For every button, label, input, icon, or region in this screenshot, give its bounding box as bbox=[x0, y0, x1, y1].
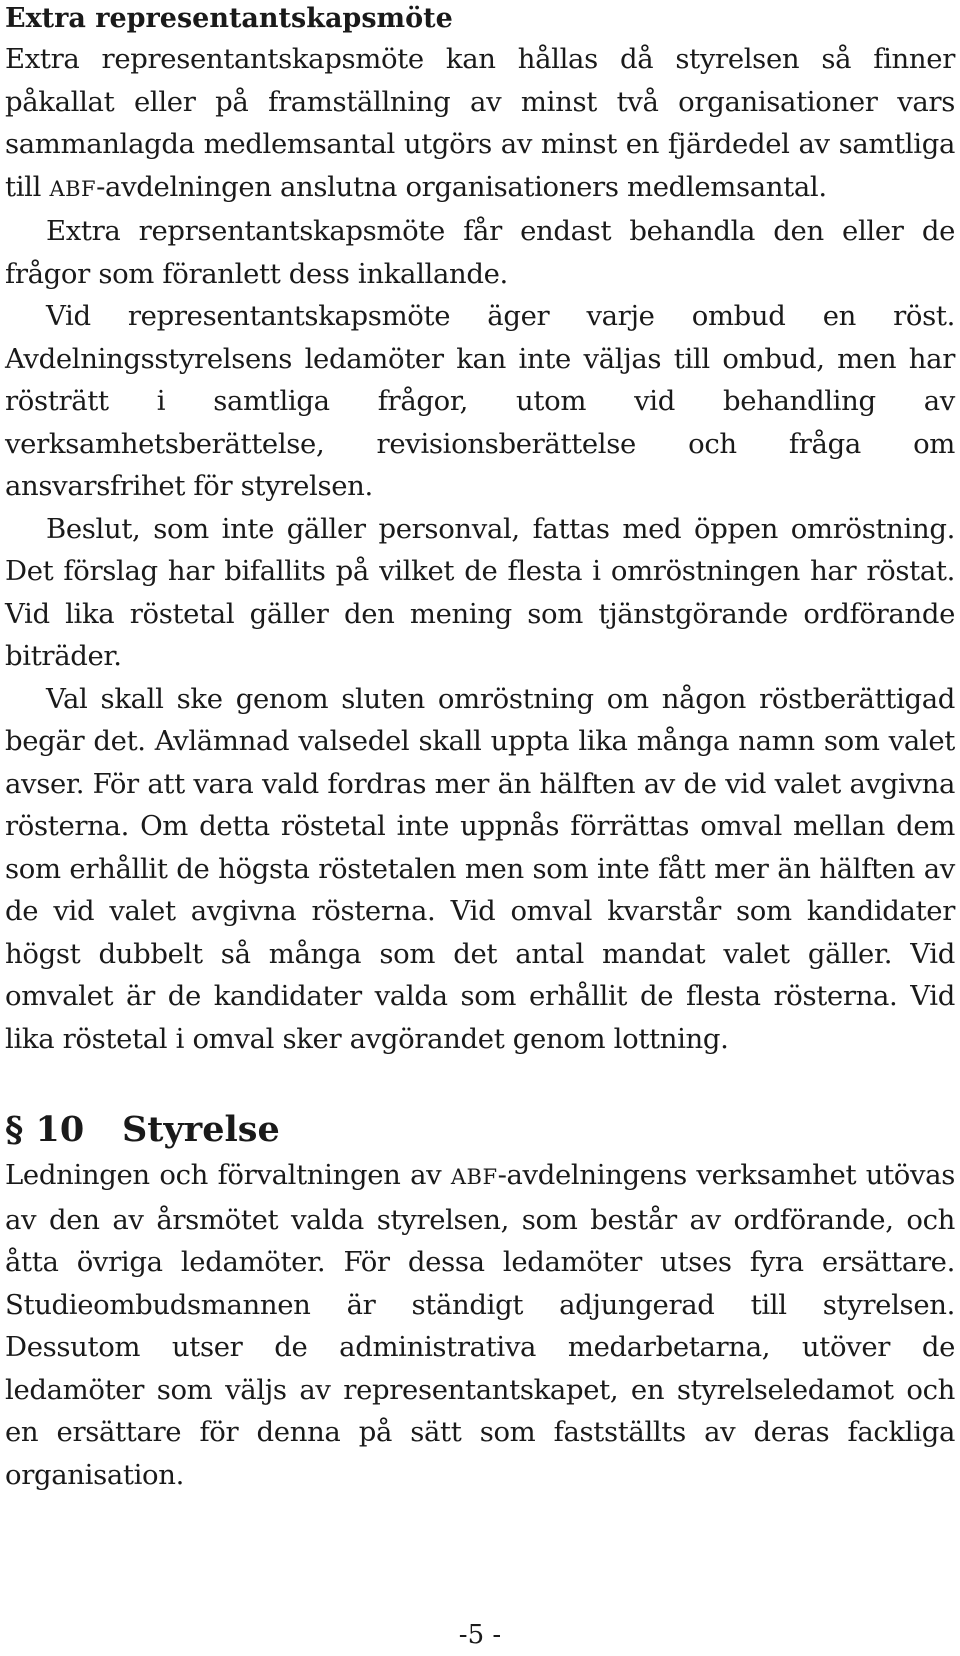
page-number: -5 - bbox=[458, 1620, 502, 1650]
text-segment: Extra representantskapsmöte kan hållas då styrelsen så finner påkallat eller på framställning av minst två organisationer vars sammanlagda medlemsantal utgörs av minst en fjärdedel av samtliga till bbox=[5, 43, 955, 203]
section-number: § 10 bbox=[5, 1109, 85, 1150]
section-title: Styrelse bbox=[122, 1109, 280, 1150]
paragraph-decisions: Beslut, som inte gäller personval, fattas med öppen omröstning. Det förslag har bifallits på vilket de flesta i omröstningen har röstat. Vid lika röstetal gäller den mening som tjänstgörande ordförande biträder. bbox=[5, 512, 955, 672]
text-segment: -avdelningens verksamhet utövas av den av årsmötet valda styrelsen, som består av ordförande, och åtta övriga ledamöter. För dessa ledamöter utses fyra ersättare. Studieombudsmannen är ständigt adjungerad till styrelsen. Dessutom utser de administrativa medarbetarna, utöver de ledamöter som väljs av representantskapet, en styrelseledamot och en ersättare för denna på sätt som fastställts av deras fackliga organisation. bbox=[5, 1159, 955, 1491]
section-heading-styrelse bbox=[5, 1106, 955, 1154]
section-spacer bbox=[5, 1060, 955, 1106]
abbreviation-abf: ABF bbox=[49, 176, 97, 201]
document-page bbox=[5, 0, 955, 1496]
text-segment: -avdelningen anslutna organisationers medlemsantal. bbox=[96, 170, 827, 203]
section-heading-extra-meeting: Extra representantskapsmöte bbox=[5, 3, 453, 34]
paragraph-extra-meeting-1 bbox=[5, 38, 955, 210]
text-segment: Ledningen och förvaltningen av bbox=[5, 1159, 451, 1191]
abbreviation-abf: ABF bbox=[450, 1165, 498, 1189]
paragraph-voting-rights: Vid representantskapsmöte äger varje ombud en röst. Avdelningsstyrelsens ledamöter kan inte väljas till ombud, men har rösträtt i samtliga frågor, utom vid behandling av verksamhetsberättelse, revisionsberättelse och fråga om ansvarsfrihet för styrelsen. bbox=[5, 300, 955, 502]
paragraph-styrelse bbox=[5, 1154, 955, 1496]
paragraph-extra-meeting-2: Extra reprsentantskapsmöte får endast behandla den eller de frågor som föranlett dess inkallande. bbox=[5, 215, 955, 290]
paragraph-elections: Val skall ske genom sluten omröstning om någon röstberättigad begär det. Avlämnad valsedel skall uppta lika många namn som valet avser. För att vara vald fordras mer än hälften av de vid valet avgivna rösterna. Om detta röstetal inte uppnås förrättas omval mellan dem som erhållit de högsta röstetalen men som inte fått mer än hälften av de vid valet avgivna rösterna. Vid omval kvarstår som kandidater högst dubbelt så många som det antal mandat valet gäller. Vid omvalet är de kandidater valda som erhållit de flesta rösterna. Vid lika röstetal i omval sker avgörandet genom lottning. bbox=[5, 682, 955, 1055]
